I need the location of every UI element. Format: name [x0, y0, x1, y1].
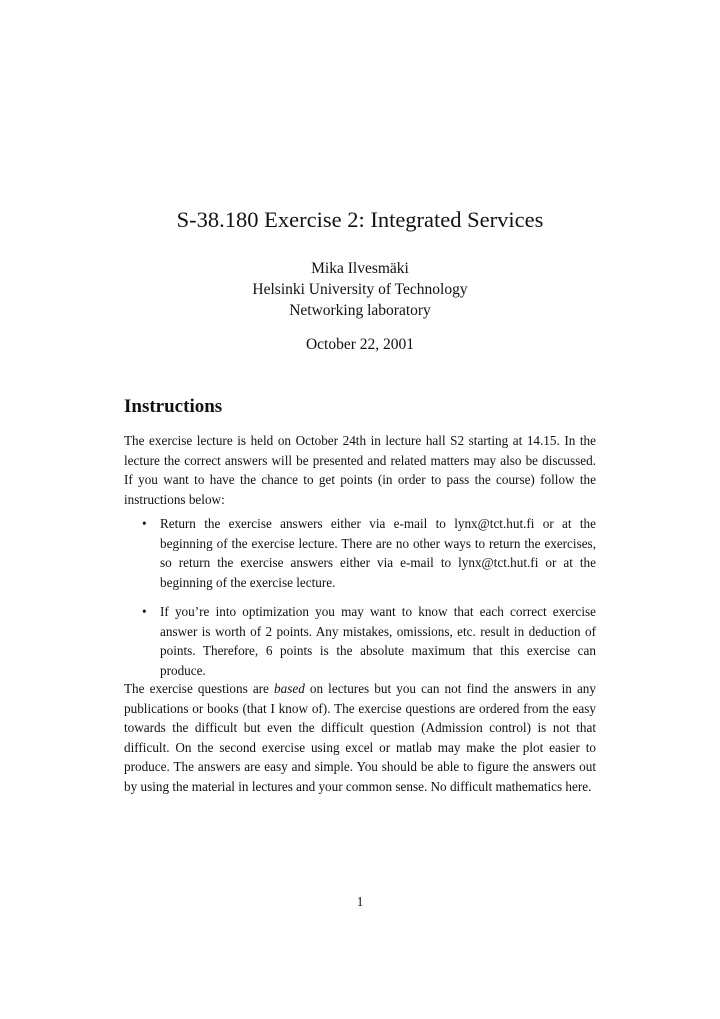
- author-affiliation: Helsinki University of Technology: [252, 281, 468, 298]
- list-item: [124, 514, 596, 592]
- author-department: Networking laboratory: [289, 302, 431, 319]
- list-item: [124, 602, 596, 680]
- list-item-text: Return the exercise answers either via e-mail to lynx@tct.hut.fi or at the beginning of the exercise lecture. There are no other ways to return the exercises, so return the exercise answers either via e-mail to lynx@tct.hut.fi or at the beginning of the exercise lecture.: [160, 516, 596, 590]
- list-item-text: If you’re into optimization you may want to know that each correct exercise answer is worth of 2 points. Any mistakes, omissions, etc. result in deduction of points. Therefore, 6 points is the absolute maximum that this exercise can produce.: [160, 604, 596, 678]
- bullet-icon: •: [142, 516, 147, 531]
- closing-paragraph: [124, 679, 596, 796]
- instruction-list: [124, 514, 596, 690]
- emphasized-word: based: [274, 681, 305, 696]
- section-heading: Instructions: [124, 396, 223, 417]
- closing-text-start: The exercise questions are: [124, 681, 275, 696]
- closing-text-end: on lectures but you can not find the answers in any publications or books (that I know of). The exercise questions are ordered from the easy towards the difficult but even the difficult question (Admission control) is not that difficult. On the second exercise using excel or matlab may make the plot easier to produce. The answers are easy and simple. You should be able to figure the answers out by using the material in lectures and your common sense. No difficult mathematics here.: [124, 681, 596, 794]
- author-block: [0, 258, 720, 321]
- bullet-icon: •: [142, 604, 147, 619]
- document-title: S-38.180 Exercise 2: Integrated Services: [176, 207, 544, 232]
- author-name: Mika Ilvesmäki: [311, 260, 409, 277]
- intro-paragraph: The exercise lecture is held on October 24th in lecture hall S2 starting at 14.15. In the lecture the correct answers will be presented and related matters may also be discussed. If you want to have the chance to get points (in order to pass the course) follow the instructions below:: [124, 433, 596, 507]
- document-date: October 22, 2001: [305, 336, 415, 353]
- page-number: 1: [356, 894, 364, 909]
